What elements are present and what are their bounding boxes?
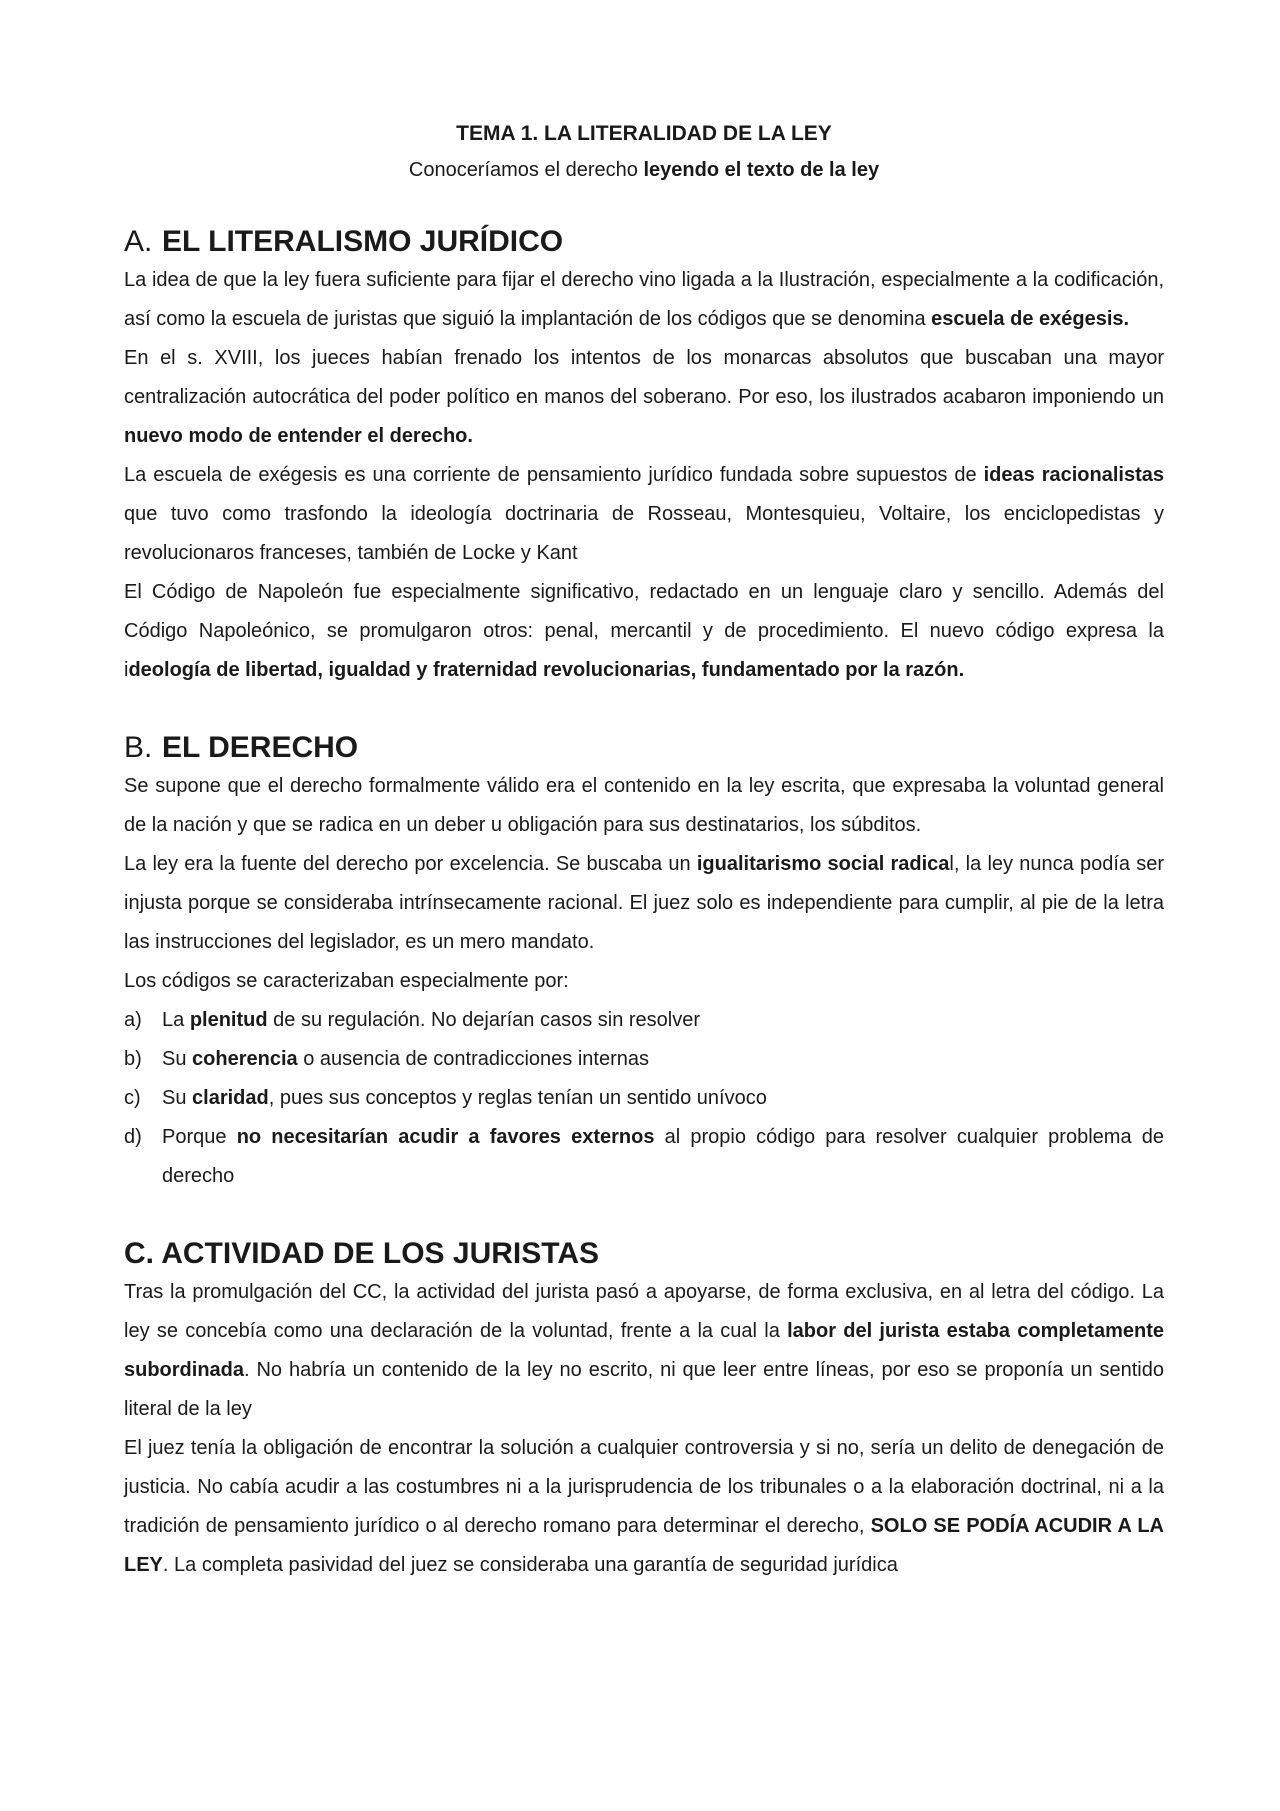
bold-text: claridad: [192, 1087, 269, 1109]
section: [124, 1234, 1164, 1585]
list-item: [124, 1001, 1164, 1040]
paragraph: [124, 573, 1164, 690]
bold-text: igualitarismo social radica: [696, 853, 950, 875]
bold-text: coherencia: [192, 1048, 298, 1070]
text-run: En el s. XVIII, los jueces habían frenado los intentos de los monarcas absolutos que buscaban una mayor centralización autocrática del poder político en manos del soberano. Por eso, los ilustrados acabaron imponiendo un: [124, 347, 1164, 408]
bold-text: leyendo el texto de la ley: [643, 159, 880, 181]
bold-text: escuela de exégesis.: [931, 308, 1130, 330]
section: [124, 728, 1164, 1196]
text-run: Se supone que el derecho formalmente válido era el contenido en la ley escrita, que expresaba la voluntad general de la nación y que se radica en un deber u obligación para sus destinatarios, los súbditos.: [124, 775, 1164, 836]
text-run: Conoceríamos el derecho: [408, 159, 644, 181]
text-run: al propio código para resolver cualquier problema de derecho: [162, 1126, 1164, 1187]
text-run: La: [162, 1009, 190, 1031]
paragraph: [124, 962, 1164, 1001]
text-run: Porque: [162, 1126, 237, 1148]
paragraph: [124, 456, 1164, 573]
text-run: . La completa pasividad del juez se consideraba una garantía de seguridad jurídica: [162, 1554, 898, 1576]
section-marker: B.: [124, 731, 153, 764]
characteristics-list: [124, 1001, 1164, 1196]
document-body: [124, 222, 1164, 1585]
list-item: [124, 1040, 1164, 1079]
list-marker: d): [124, 1126, 142, 1148]
text-run: l, la ley nunca podía ser injusta porque se consideraba intrínsecamente racional. El juez solo es independiente para cumplir, al pie de la letra las instrucciones del legislador, es un mero mandato.: [124, 853, 1165, 953]
text-run: El juez tenía la obligación de encontrar la solución a cualquier controversia y si no, sería un delito de denegación de justicia. No cabía acudir a las costumbres ni a la jurisprudencia de los tribunales o a la elaboración doctrinal, ni a la tradición de pensamiento jurídico o al derecho romano para determinar el derecho,: [124, 1437, 1164, 1537]
text-run: . No habría un contenido de la ley no escrito, ni que leer entre líneas, por eso se proponía un sentido literal de la ley: [124, 1359, 1164, 1420]
bold-text: SOLO SE PODÍA ACUDIR A LA LEY: [124, 1515, 1164, 1576]
section-heading-text: EL DERECHO: [162, 731, 359, 764]
bold-text: nuevo modo de entender el derecho.: [124, 425, 473, 447]
text-run: Su: [162, 1087, 193, 1109]
text-run: La escuela de exégesis es una corriente de pensamiento jurídico fundada sobre supuestos de: [124, 464, 984, 486]
text-run: , pues sus conceptos y reglas tenían un sentido unívoco: [268, 1087, 767, 1109]
text-run: Su: [162, 1048, 193, 1070]
list-marker: a): [124, 1009, 142, 1031]
paragraph: [124, 261, 1164, 339]
text-run: de su regulación. No dejarían casos sin resolver: [267, 1009, 701, 1031]
list-item-text: [162, 1001, 1164, 1040]
list-marker: b): [124, 1048, 142, 1070]
section-marker: A.: [124, 225, 153, 258]
bold-text: plenitud: [189, 1009, 268, 1031]
section-heading-text: EL LITERALISMO JURÍDICO: [162, 225, 564, 258]
bold-text: labor del jurista estaba completamente subordinada: [124, 1320, 1164, 1381]
text-run: La idea de que la ley fuera suficiente para fijar el derecho vino ligada a la Ilustración, especialmente a la codificación, así como la escuela de juristas que siguió la implantación de los códigos que se denomina: [124, 269, 1164, 330]
text-run: que tuvo como trasfondo la ideología doctrinaria de Rosseau, Montesquieu, Voltaire, los enciclopedistas y revolucionaros franceses, también de Locke y Kant: [124, 503, 1164, 564]
paragraph: [124, 1429, 1164, 1585]
page-title: TEMA 1. LA LITERALIDAD DE LA LEY: [456, 122, 832, 145]
list-item: [124, 1118, 1164, 1196]
paragraph: [124, 767, 1164, 845]
bold-text: ideas racionalistas: [983, 464, 1164, 486]
text-run: Tras la promulgación del CC, la actividad del jurista pasó a apoyarse, de forma exclusiva, en al letra del código. La ley se concebía como una declaración de la voluntad, frente a la cual la: [124, 1281, 1164, 1342]
list-item-text: [162, 1118, 1164, 1196]
text-run: El Código de Napoleón fue especialmente significativo, redactado en un lenguaje claro y sencillo. Además del Código Napoleónico, se promulgaron otros: penal, mercantil y de procedimiento. El nuevo código expresa la i: [124, 581, 1164, 681]
section-heading: [124, 222, 1164, 261]
paragraph: [124, 1273, 1164, 1429]
document-page: [124, 120, 1164, 1585]
text-run: o ausencia de contradicciones internas: [297, 1048, 649, 1070]
list-item-text: [162, 1040, 1164, 1079]
section-heading-text: C. ACTIVIDAD DE LOS JURISTAS: [124, 1237, 600, 1270]
paragraph: [124, 845, 1164, 962]
bold-text: no necesitarían acudir a favores externos: [236, 1126, 655, 1148]
list-marker: c): [124, 1087, 141, 1109]
list-item: [124, 1079, 1164, 1118]
list-item-text: [162, 1079, 1164, 1118]
page-subtitle: [124, 156, 1164, 184]
section-heading: [124, 728, 1164, 767]
paragraph: [124, 339, 1164, 456]
text-run: Los códigos se caracterizaban especialmente por:: [124, 970, 569, 992]
section-heading: [124, 1234, 1164, 1273]
section: [124, 222, 1164, 690]
text-run: La ley era la fuente del derecho por excelencia. Se buscaba un: [124, 853, 697, 875]
bold-text: deología de libertad, igualdad y fraternidad revolucionarias, fundamentado por la razón.: [128, 659, 965, 681]
